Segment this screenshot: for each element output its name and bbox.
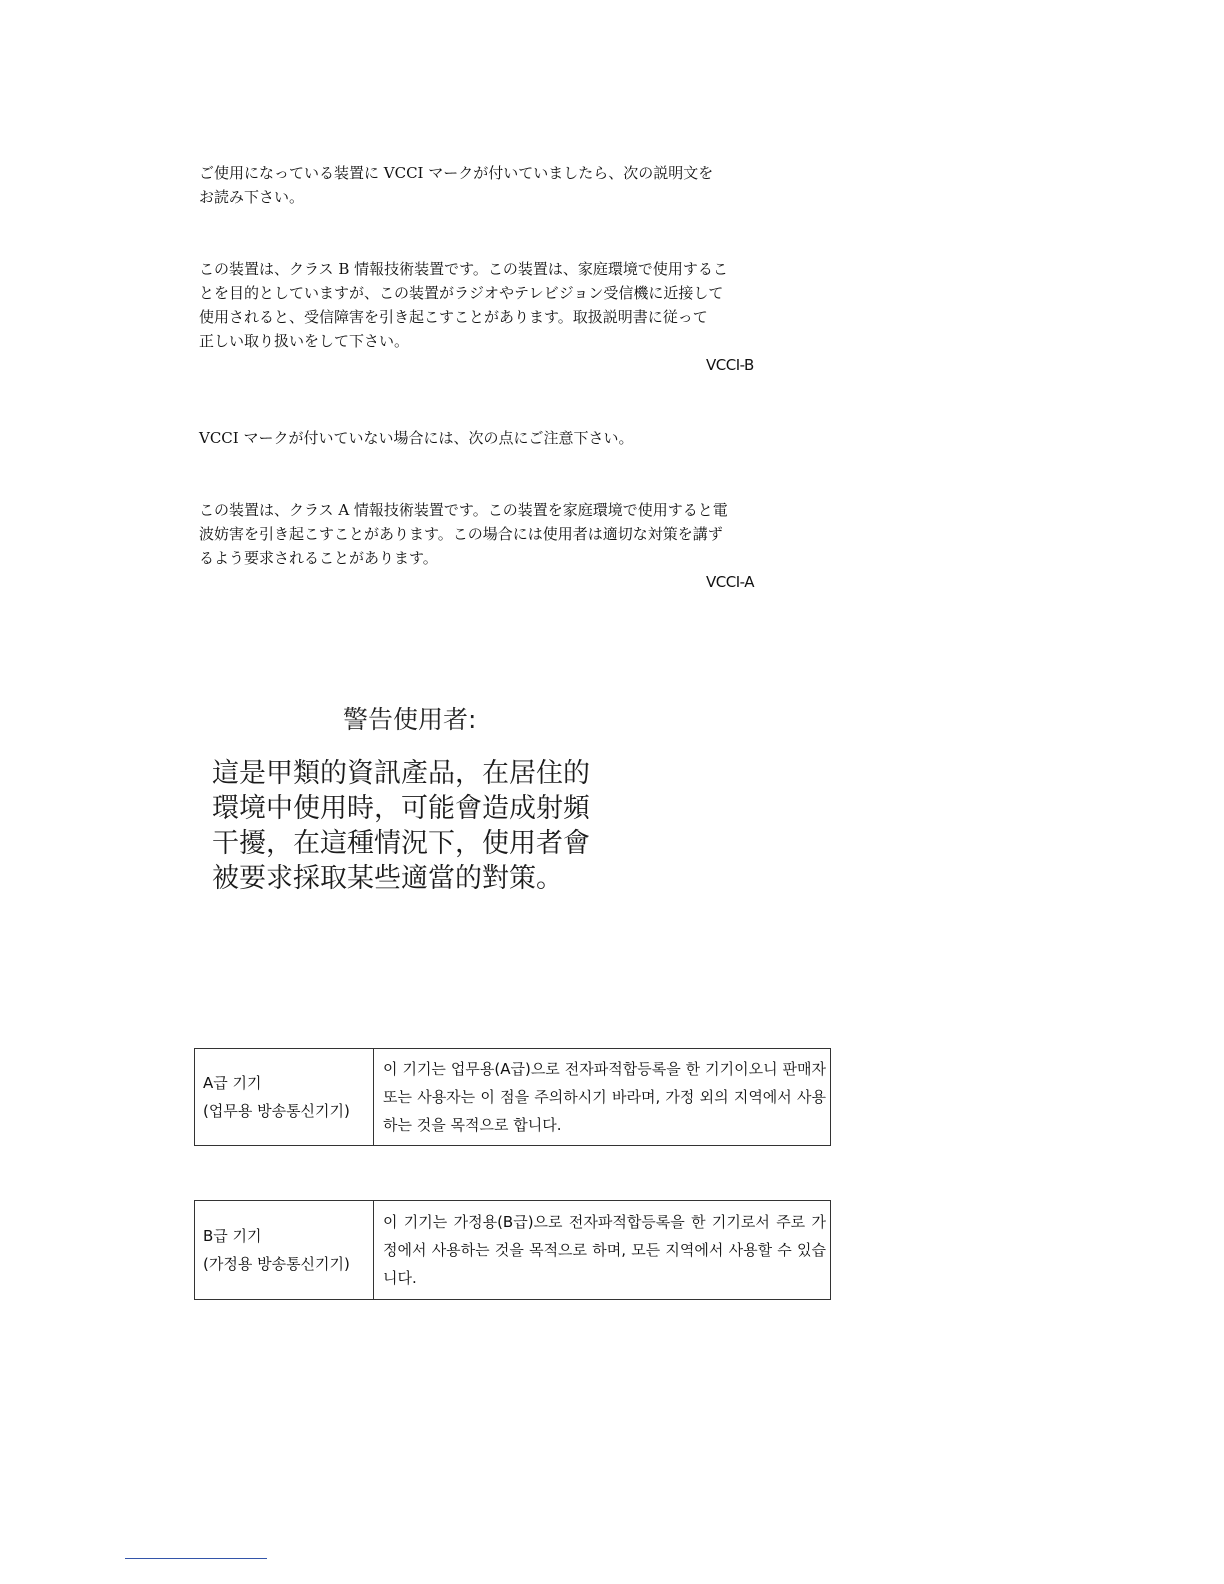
korea-class-b-label: B급 기기 (가정용 방송통신기기) xyxy=(195,1201,374,1300)
taiwan-warning xyxy=(212,700,632,896)
vcci-intro-text: ご使用になっている装置に VCCI マークが付いていましたら、次の説明文を お読み下さい。 xyxy=(199,164,714,206)
taiwan-warning-title: 警告使用者: xyxy=(343,705,477,734)
vcci-class-a-statement: この装置は、クラス A 情報技術装置です。この装置を家庭環境で使用すると電 波妨害を引き起こすことがあります。この場合には使用者は適切な対策を講ず るよう要求されることがあります。 xyxy=(199,501,728,567)
taiwan-warning-body: 這是甲類的資訊產品，在居住的 環境中使用時，可能會造成射頻 干擾，在這種情況下，使用者會 被要求採取某些適當的對策。 xyxy=(212,758,590,894)
korea-class-b-text: 이 기기는 가정용(B급)으로 전자파적합등록을 한 기기로서 주로 가정에서 사용하는 것을 목적으로 하며, 모든 지역에서 사용할 수 있습니다. xyxy=(374,1201,831,1300)
korea-class-b-table xyxy=(194,1200,831,1300)
footnote-divider xyxy=(125,1558,267,1559)
vcci-class-b-code: VCCI-B xyxy=(706,356,754,374)
korea-class-a-label: A급 기기 (업무용 방송통신기기) xyxy=(195,1049,374,1146)
korea-class-a-text: 이 기기는 업무용(A급)으로 전자파적합등록을 한 기기이오니 판매자 또는 사용자는 이 점을 주의하시기 바라며, 가정 외의 지역에서 사용하는 것을 목적으로 합니다. xyxy=(374,1049,831,1146)
table-row xyxy=(195,1201,831,1300)
vcci-no-mark-intro: VCCI マークが付いていない場合には、次の点にご注意下さい。 xyxy=(199,429,634,447)
korea-class-a-table xyxy=(194,1048,831,1146)
table-row xyxy=(195,1049,831,1146)
vcci-class-b-statement: この装置は、クラス B 情報技術装置です。この装置は、家庭環境で使用するこ とを目的としていますが、この装置がラジオやテレビジョン受信機に近接して 使用されると、受信障害を引き起こすことがあります。取扱説明書に従って 正しい取り扱いをして下さい。 xyxy=(199,260,728,350)
vcci-class-a-code: VCCI-A xyxy=(706,573,754,591)
